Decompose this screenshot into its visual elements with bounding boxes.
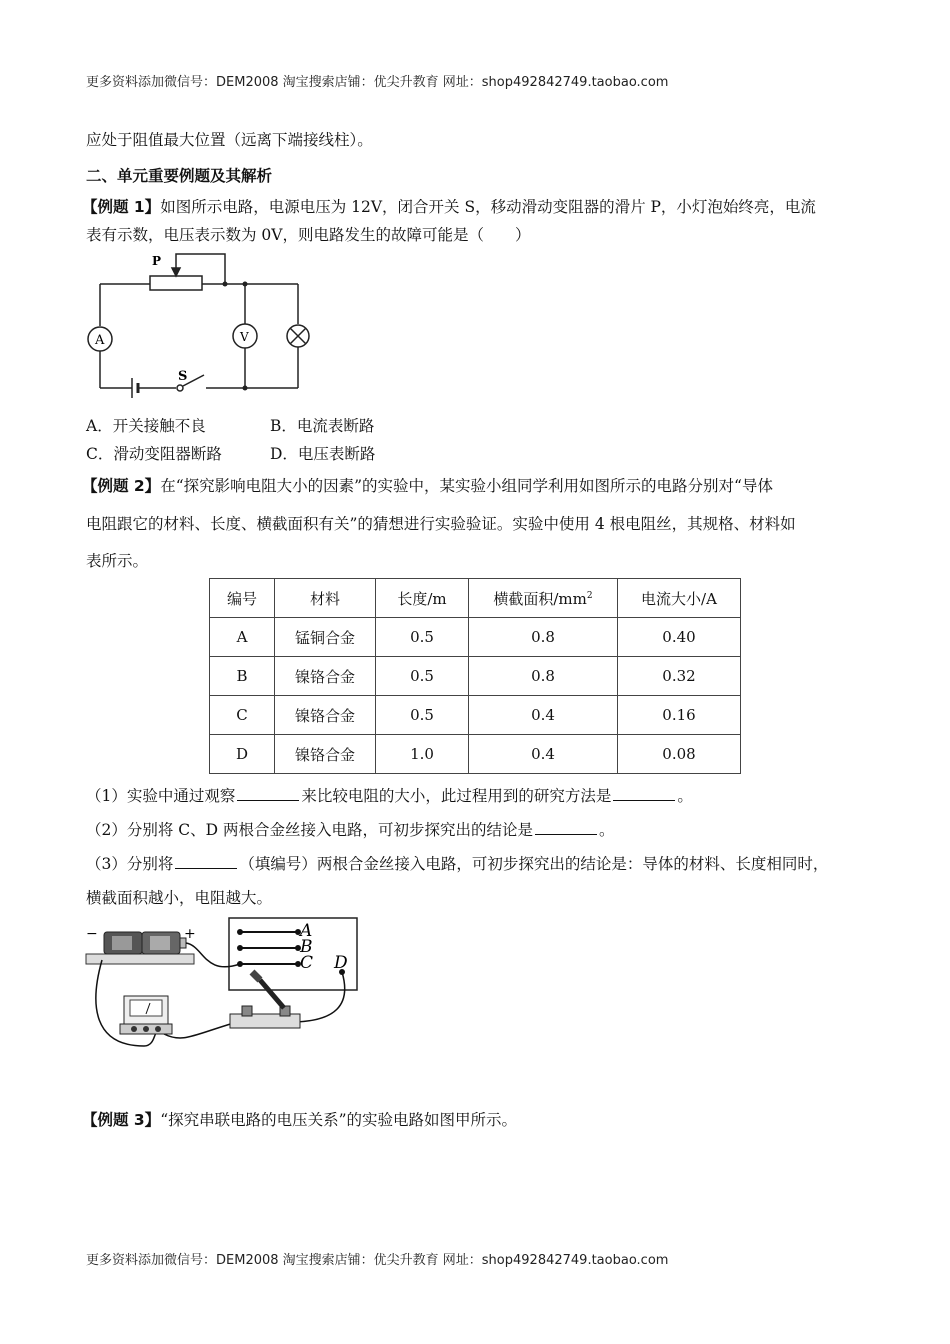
cell-id: B — [210, 657, 275, 696]
resistance-spec-table — [209, 578, 741, 774]
cell-material: 锰铜合金 — [275, 618, 376, 657]
cell-area: 0.8 — [469, 657, 618, 696]
q3-text-a: （3）分别将 — [86, 855, 174, 873]
ex1-option-d: D．电压表断路 — [270, 445, 376, 463]
cell-length: 0.5 — [376, 657, 469, 696]
junction-dot — [223, 282, 228, 287]
cell-id: D — [210, 735, 275, 774]
terminal-dot — [237, 945, 243, 951]
ex1-option-c: C．滑动变阻器断路 — [86, 445, 222, 463]
cell-id: C — [210, 696, 275, 735]
table-header-row — [210, 579, 741, 618]
ammeter-terminal — [131, 1026, 137, 1032]
th-area — [469, 579, 618, 618]
q1-text-a: （1）实验中通过观察 — [86, 787, 236, 805]
intro-line: 应处于阻值最大位置（远离下端接线柱）。 — [86, 131, 373, 149]
cell-area: 0.4 — [469, 696, 618, 735]
minus-sign: − — [86, 926, 98, 942]
label-d: D — [334, 953, 348, 973]
ex1-tag: 【例题 1】 — [82, 198, 161, 216]
terminal-dot — [237, 929, 243, 935]
junction-dot — [243, 386, 248, 391]
ex2-subq1 — [86, 784, 693, 806]
th-current: 电流大小/A — [618, 579, 741, 618]
switch-clip — [242, 1006, 252, 1016]
ex2-tag: 【例题 2】 — [82, 477, 161, 495]
label-a: A — [95, 333, 105, 348]
cell-id: A — [210, 618, 275, 657]
ex2-question-line2: 电阻跟它的材料、长度、横截面积有关”的猜想进行实验验证。实验中使用 4 根电阻丝，其规格、材料如 — [86, 515, 796, 533]
answer-blank[interactable] — [237, 786, 299, 801]
th-material: 材料 — [275, 579, 376, 618]
cell-material: 镍铬合金 — [275, 735, 376, 774]
cell-current: 0.16 — [618, 696, 741, 735]
ex1-option-a: A．开关接触不良 — [86, 417, 206, 435]
label-s: S — [178, 369, 188, 384]
q2-text-a: （2）分别将 C、D 两根合金丝接入电路，可初步探究出的结论是 — [86, 821, 534, 839]
th-area-label: 横截面积/mm — [493, 589, 587, 608]
ex3-text: “探究串联电路的电压关系”的实验电路如图甲所示。 — [160, 1111, 518, 1129]
label-c: C — [300, 953, 314, 973]
answer-blank[interactable] — [175, 854, 237, 869]
q1-text-b: 来比较电阻的大小，此过程用到的研究方法是 — [301, 787, 612, 805]
answer-blank[interactable] — [535, 820, 597, 835]
cell-length: 0.5 — [376, 618, 469, 657]
ex3-question — [82, 1108, 517, 1130]
table-row — [210, 657, 741, 696]
junction-dot — [243, 282, 248, 287]
th-area-sup: 2 — [586, 590, 593, 601]
cell-length: 0.5 — [376, 696, 469, 735]
cell-material: 镍铬合金 — [275, 657, 376, 696]
q2-text-b: 。 — [599, 821, 615, 839]
ex3-tag: 【例题 3】 — [82, 1111, 161, 1129]
answer-blank[interactable] — [613, 786, 675, 801]
page-header: 更多资料添加微信号：DEM2008 淘宝搜索店铺：优尖升教育 网址：shop492842749.taobao.com — [86, 75, 669, 90]
label-p: P — [152, 254, 162, 268]
ex2-question-line3: 表所示。 — [86, 552, 149, 570]
ex1-option-b: B．电流表断路 — [270, 417, 375, 435]
label-a: A — [300, 921, 313, 941]
cell-material: 镍铬合金 — [275, 696, 376, 735]
page-footer: 更多资料添加微信号：DEM2008 淘宝搜索店铺：优尖升教育 网址：shop492842749.taobao.com — [86, 1253, 669, 1268]
th-length: 长度/m — [376, 579, 469, 618]
cell-current: 0.40 — [618, 618, 741, 657]
ex1-question-line1 — [82, 195, 816, 217]
ex2-subq3-cont: 横截面积越小，电阻越大。 — [86, 889, 273, 907]
ex2-question-line1 — [82, 474, 773, 496]
battery-label — [112, 936, 132, 950]
switch-contact — [177, 385, 183, 391]
ex1-circuit-diagram — [80, 248, 320, 398]
ammeter-terminal — [143, 1026, 149, 1032]
cell-area: 0.4 — [469, 735, 618, 774]
battery-base — [86, 954, 194, 964]
q3-text-b: （填编号）两根合金丝接入电路，可初步探究出的结论是：导体的材料、长度相同时， — [239, 855, 829, 873]
ex2-subq2 — [86, 818, 615, 840]
cell-length: 1.0 — [376, 735, 469, 774]
table-row — [210, 618, 741, 657]
ex1-text1: 如图所示电路，电源电压为 12V，闭合开关 S，移动滑动变阻器的滑片 P，小灯泡始终亮，电流 — [160, 198, 816, 216]
q1-text-c: 。 — [677, 787, 693, 805]
plus-sign: + — [184, 926, 196, 942]
th-id: 编号 — [210, 579, 275, 618]
cell-area: 0.8 — [469, 618, 618, 657]
ex1-question-line2: 表有示数，电压表示数为 0V，则电路发生的故障可能是（ ） — [86, 226, 531, 244]
ex2-text1: 在“探究影响电阻大小的因素”的实验中，某实验小组同学利用如图所示的电路分别对“导体 — [160, 477, 773, 495]
label-b: B — [300, 937, 313, 957]
cell-current: 0.08 — [618, 735, 741, 774]
ex2-subq3 — [86, 852, 828, 874]
section-title: 二、单元重要例题及其解析 — [86, 167, 273, 185]
table-row — [210, 735, 741, 774]
label-v: V — [240, 330, 249, 344]
ammeter-terminal — [155, 1026, 161, 1032]
table-row — [210, 696, 741, 735]
slider-arrow — [172, 268, 180, 276]
rheostat — [150, 276, 202, 290]
cell-current: 0.32 — [618, 657, 741, 696]
battery-label — [150, 936, 170, 950]
ex2-experiment-figure — [84, 916, 374, 1050]
